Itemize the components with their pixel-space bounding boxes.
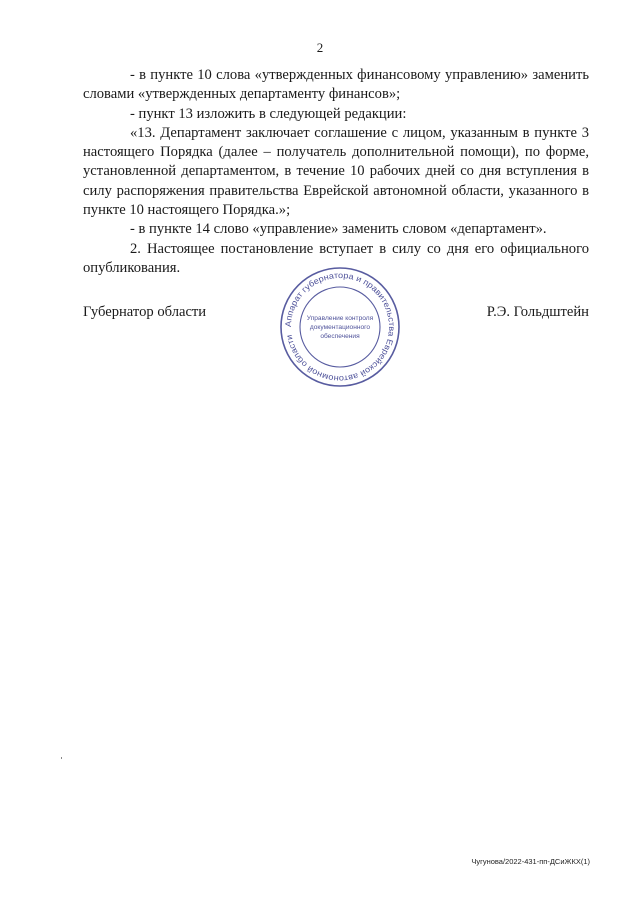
- seal-inner-line-2: документационного: [309, 324, 371, 331]
- signatory-name: Р.Э. Гольдштейн: [486, 304, 589, 320]
- seal-inner-line-1: Управление контроля: [306, 315, 374, 322]
- page-number: 2: [316, 40, 324, 55]
- paragraph-amend-point-10: - в пункте 10 слова «утвержденных финансовому управлению» заменить словами «утвержденных департаменту финансов»;: [83, 67, 589, 103]
- seal-outer-text: Аппарат губернатора и правительства Еврейской автономной области: [282, 269, 398, 385]
- signatory-position: Губернатор области: [83, 304, 207, 320]
- seal-inner-line-3: обеспечения: [320, 333, 360, 340]
- document-reference-code: Чугунова/2022-431-пп-ДСиЖКХ(1): [471, 857, 590, 866]
- official-seal: [277, 264, 403, 390]
- paragraph-point-13-intro: - пункт 13 изложить в следующей редакции:: [130, 105, 407, 122]
- seal-graphic: [277, 264, 403, 390]
- paragraph-amend-point-14: - в пункте 14 слово «управление» заменить словом «департамент».: [130, 221, 547, 238]
- paragraph-effective-date: 2. Настоящее постановление вступает в силу со дня его официального опубликования.: [83, 240, 589, 276]
- document-body: [83, 66, 589, 278]
- scan-speck: [61, 757, 62, 759]
- paragraph-point-13-text: «13. Департамент заключает соглашение с лицом, указанным в пункте 3 настоящего Порядка (далее – получатель дополнительной помощи), по форме, установленной департаментом, в течение 10 рабочих дней со дня вступления в силу распоряжения правительства Еврейской автономной области, указанного в пункте 10 настоящего Порядка.»;: [83, 124, 589, 219]
